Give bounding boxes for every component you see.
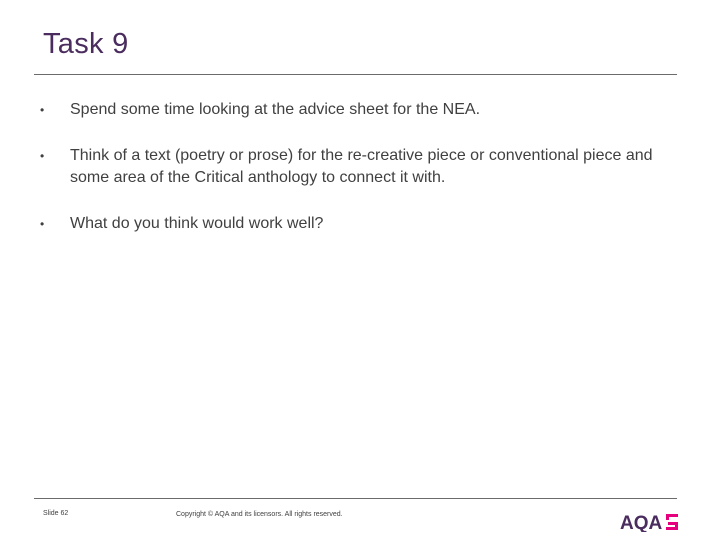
- bullet-item: [40, 99, 683, 121]
- logo-text: AQA: [620, 513, 663, 532]
- bullet-item: [40, 213, 683, 235]
- aqa-logo-icon: [620, 510, 680, 532]
- footer-divider: [34, 498, 677, 499]
- slide-title: Task 9: [43, 28, 129, 60]
- bullet-text: Think of a text (poetry or prose) for the re-creative piece or conventional piece and some area of the Critical anthology to connect it with.: [70, 147, 653, 186]
- bullet-marker: •: [40, 103, 45, 117]
- bullet-text: Spend some time looking at the advice sheet for the NEA.: [70, 101, 481, 118]
- bullet-item: [40, 145, 683, 189]
- bullet-list: [40, 99, 683, 259]
- slide-number: Slide 62: [43, 510, 69, 517]
- bullet-marker: •: [40, 217, 45, 231]
- bullet-marker: •: [40, 149, 45, 163]
- copyright-notice: Copyright © AQA and its licensors. All rights reserved.: [176, 511, 343, 518]
- bullet-text: What do you think would work well?: [70, 215, 324, 232]
- title-divider: [34, 74, 677, 75]
